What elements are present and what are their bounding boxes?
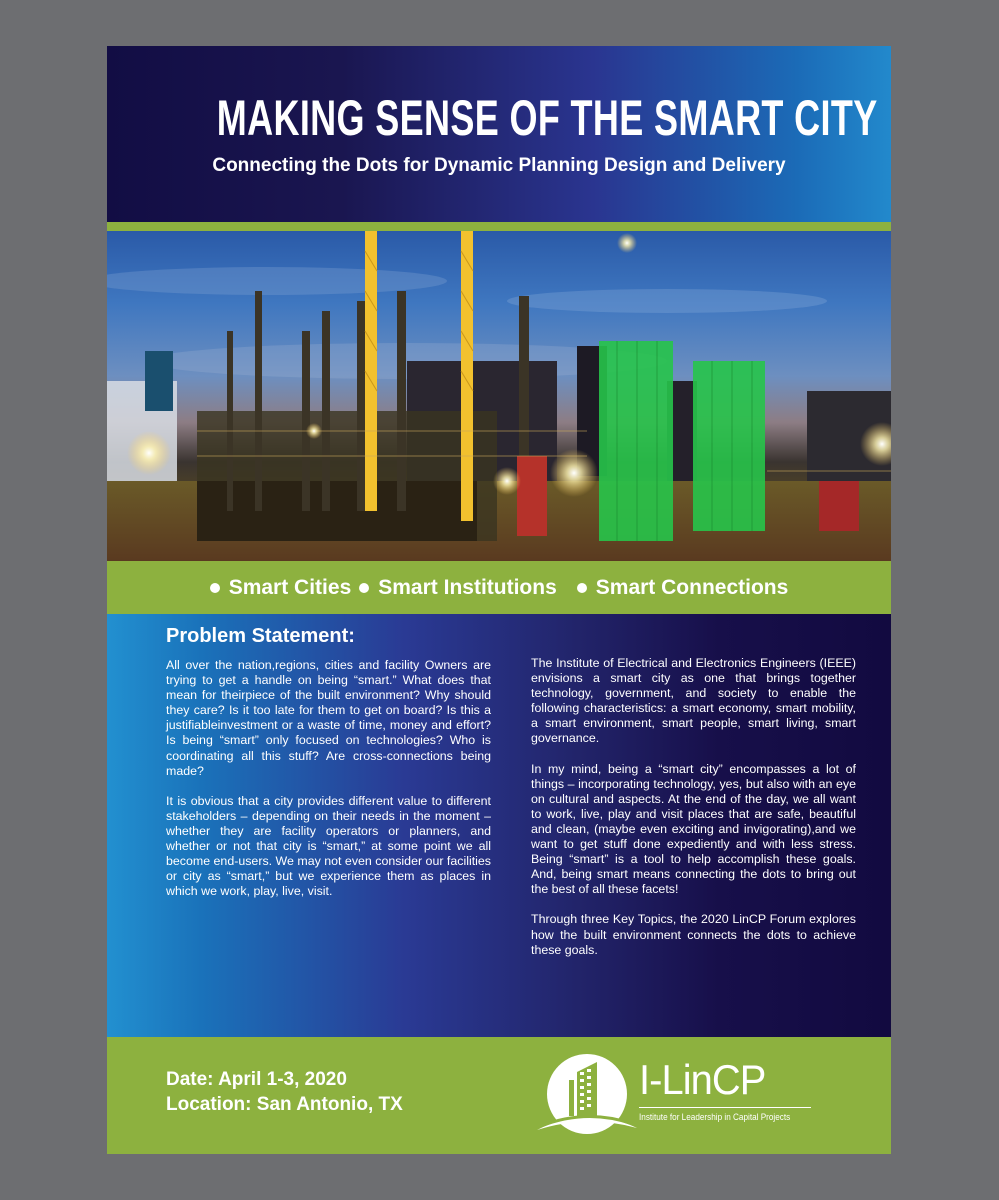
topic-label: Smart Cities (228, 576, 352, 599)
ilincp-logo (537, 1054, 837, 1134)
event-date: Date: April 1-3, 2020 (166, 1069, 347, 1090)
logo-divider (639, 1107, 811, 1108)
page-subtitle: Connecting the Dots for Dynamic Planning Design and Delivery (212, 155, 786, 176)
paragraph: All over the nation,regions, cities and facility Owners are trying to get a handle on being “smart.” What does that mean for theirpiece of the built environment? Why should they care? Is it too late for them to get on board? Is this a justifiableinvestment or a waste of time, money and effort? Is being “smart” only focused on technologies? Who is coordinating all this stuff? Are cross-connections being made? (166, 658, 491, 778)
content-section (107, 614, 891, 1037)
topic-smart-connections (577, 575, 789, 601)
green-divider (107, 222, 891, 231)
topic-label: Smart Institutions (378, 576, 557, 599)
poster (107, 46, 891, 1154)
header-banner (107, 46, 891, 222)
logo-wordmark: I-LinCP (639, 1056, 766, 1103)
topics-band (107, 561, 891, 614)
topic-smart-institutions (359, 575, 557, 601)
page-title: MAKING SENSE OF THE SMART CITY (216, 90, 878, 146)
topic-smart-cities (210, 575, 352, 601)
construction-photo (107, 231, 891, 561)
paragraph: Through three Key Topics, the 2020 LinCP Forum explores how the built environment connects the dots to achieve these goals. (531, 912, 856, 957)
paragraph: It is obvious that a city provides different value to different stakeholders – depending on their needs in the moment – whether they are facility operators or planners, and whether or not that city is “smart,” at some point we all become end-users. We may not even consider our facilities or city as “smart,” but we experience them as places in which we work, play, live, visit. (166, 793, 491, 899)
paragraph: In my mind, being a “smart city” encompasses a lot of things – incorporating technology, yes, but also with an eye on cultural and aspects. At the end of the day, we all want to work, live, play and visit places that are safe, beautiful and clean, (maybe even exciting and invigorating),and we want to get stuff done expediently and with less stress. Being “smart” is a tool to help accomplish these goals. And, being smart means connecting the dots to bring out the best of all these facets! (531, 761, 856, 897)
ieee-column (531, 656, 856, 973)
footer-band (107, 1037, 891, 1154)
building-logo-icon (537, 1054, 637, 1136)
construction-illustration (107, 231, 891, 561)
bullet-icon (359, 583, 369, 593)
event-location: Location: San Antonio, TX (166, 1094, 403, 1115)
paragraph: The Institute of Electrical and Electronics Engineers (IEEE) envisions a smart city as one that brings together technology, government, and society to enable the following characteristics: a smart economy, smart mobility, a smart environment, smart people, smart living, smart governance. (531, 656, 856, 746)
bullet-icon (577, 583, 587, 593)
event-details (166, 1067, 403, 1117)
logo-tagline: Institute for Leadership in Capital Projects (639, 1112, 791, 1123)
topic-label: Smart Connections (595, 576, 789, 599)
bullet-icon (210, 583, 220, 593)
problem-statement-column (166, 624, 491, 914)
topics-list (107, 575, 891, 601)
section-heading: Problem Statement: (166, 625, 355, 647)
